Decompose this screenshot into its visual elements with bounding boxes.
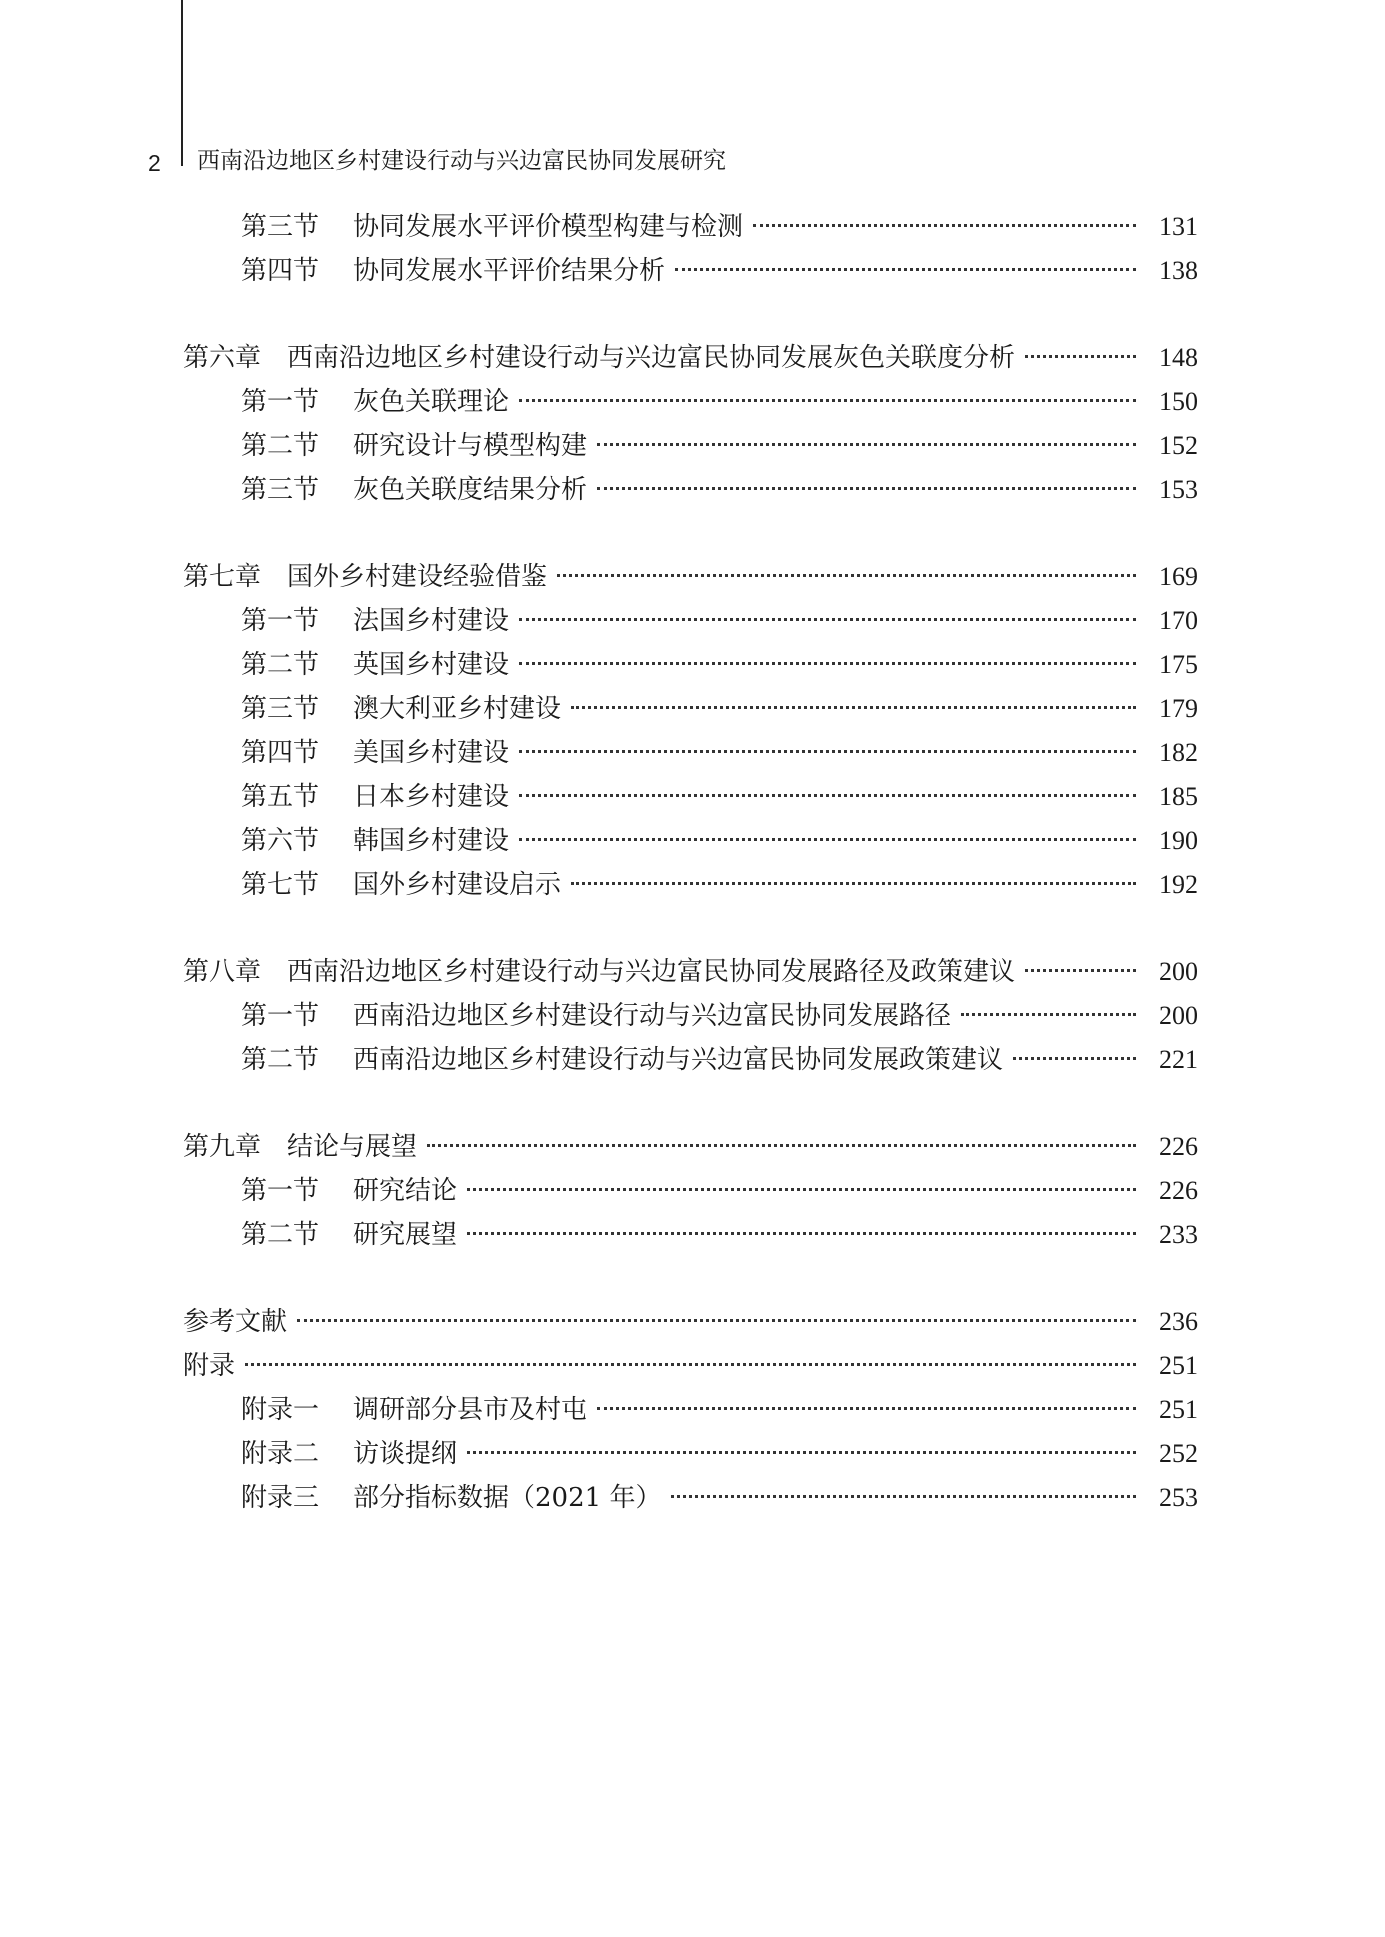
toc-page-number: 233 bbox=[1159, 1220, 1198, 1249]
toc-entry-number: 第一节 bbox=[241, 1176, 320, 1206]
dot-leader bbox=[597, 1407, 1136, 1410]
toc-entry-title: 访谈提纲 bbox=[353, 1439, 458, 1469]
toc-entry-title: 部分指标数据（2021 年） bbox=[353, 1483, 662, 1513]
dot-leader bbox=[467, 1232, 1136, 1235]
toc-page-number: 252 bbox=[1159, 1439, 1198, 1468]
dot-leader bbox=[671, 1495, 1136, 1498]
toc-group bbox=[183, 1125, 1198, 1257]
toc-section-entry[interactable] bbox=[183, 775, 1198, 819]
toc-entry-title: 澳大利亚乡村建设 bbox=[353, 694, 562, 724]
toc-entry-title: 灰色关联度结果分析 bbox=[353, 475, 588, 505]
toc-entry-number: 第二节 bbox=[241, 1220, 320, 1250]
toc-page-number: 236 bbox=[1159, 1307, 1198, 1336]
toc-page-number: 190 bbox=[1159, 826, 1198, 855]
toc-chapter-entry[interactable] bbox=[183, 1300, 1198, 1344]
dot-leader bbox=[597, 443, 1136, 446]
toc-entry-title: 日本乡村建设 bbox=[353, 782, 510, 812]
toc-entry-title: 协同发展水平评价结果分析 bbox=[353, 256, 666, 286]
toc-section-entry[interactable] bbox=[183, 731, 1198, 775]
toc-chapter-entry[interactable] bbox=[183, 1125, 1198, 1169]
dot-leader bbox=[519, 662, 1136, 665]
toc-entry-number: 第三节 bbox=[241, 694, 320, 724]
toc-entry-number: 第三节 bbox=[241, 212, 320, 242]
toc-entry-title: 西南沿边地区乡村建设行动与兴边富民协同发展政策建议 bbox=[353, 1045, 1004, 1075]
toc-page-number: 226 bbox=[1159, 1132, 1198, 1161]
dot-leader bbox=[519, 794, 1136, 797]
toc-entry-number: 第一节 bbox=[241, 387, 320, 417]
toc-entry-title: 西南沿边地区乡村建设行动与兴边富民协同发展灰色关联度分析 bbox=[287, 343, 1016, 373]
toc-group bbox=[183, 336, 1198, 512]
toc-section-entry[interactable] bbox=[183, 599, 1198, 643]
toc-section-entry[interactable] bbox=[183, 819, 1198, 863]
toc-page-number: 200 bbox=[1159, 957, 1198, 986]
toc-page-number: 182 bbox=[1159, 738, 1198, 767]
toc-entry-title: 研究结论 bbox=[353, 1176, 458, 1206]
toc-entry-number: 第六章 bbox=[183, 343, 262, 373]
toc-page-number: 192 bbox=[1159, 870, 1198, 899]
toc-section-entry[interactable] bbox=[183, 205, 1198, 249]
toc-page-number: 221 bbox=[1159, 1045, 1198, 1074]
toc-section-entry[interactable] bbox=[183, 994, 1198, 1038]
dot-leader bbox=[519, 838, 1136, 841]
dot-leader bbox=[427, 1144, 1136, 1147]
toc-section-entry[interactable] bbox=[183, 687, 1198, 731]
toc-section-entry[interactable] bbox=[183, 424, 1198, 468]
toc-entry-number: 第一节 bbox=[241, 1001, 320, 1031]
toc-entry-title: 协同发展水平评价模型构建与检测 bbox=[353, 212, 744, 242]
toc-entry-number: 第七章 bbox=[183, 562, 262, 592]
dot-leader bbox=[245, 1363, 1136, 1366]
toc-section-entry[interactable] bbox=[183, 1388, 1198, 1432]
dot-leader bbox=[519, 399, 1136, 402]
toc-entry-title: 国外乡村建设经验借鉴 bbox=[287, 562, 548, 592]
toc-group bbox=[183, 950, 1198, 1082]
toc-entry-number: 第三节 bbox=[241, 475, 320, 505]
toc-entry-number: 第二节 bbox=[241, 431, 320, 461]
toc-section-entry[interactable] bbox=[183, 380, 1198, 424]
toc-section-entry[interactable] bbox=[183, 1432, 1198, 1476]
dot-leader bbox=[571, 706, 1136, 709]
toc-page-number: 175 bbox=[1159, 650, 1198, 679]
dot-leader bbox=[1025, 355, 1136, 358]
dot-leader bbox=[961, 1013, 1136, 1016]
toc-entry-title: 英国乡村建设 bbox=[353, 650, 510, 680]
toc-entry-title: 研究设计与模型构建 bbox=[353, 431, 588, 461]
toc-page-number: 185 bbox=[1159, 782, 1198, 811]
toc-chapter-entry[interactable] bbox=[183, 1344, 1198, 1388]
toc-page-number: 131 bbox=[1159, 212, 1198, 241]
toc-section-entry[interactable] bbox=[183, 643, 1198, 687]
toc-page-number: 169 bbox=[1159, 562, 1198, 591]
toc-entry-number: 第四节 bbox=[241, 738, 320, 768]
toc-group bbox=[183, 555, 1198, 907]
running-header: 西南沿边地区乡村建设行动与兴边富民协同发展研究 bbox=[197, 148, 726, 174]
toc-entry-title: 西南沿边地区乡村建设行动与兴边富民协同发展路径及政策建议 bbox=[287, 957, 1016, 987]
toc-page-number: 200 bbox=[1159, 1001, 1198, 1030]
toc-section-entry[interactable] bbox=[183, 1213, 1198, 1257]
toc-page-number: 170 bbox=[1159, 606, 1198, 635]
toc-section-entry[interactable] bbox=[183, 468, 1198, 512]
toc-entry-title: 调研部分县市及村屯 bbox=[353, 1395, 588, 1425]
toc-section-entry[interactable] bbox=[183, 1476, 1198, 1520]
toc-entry-number: 附录一 bbox=[241, 1395, 320, 1425]
toc-section-entry[interactable] bbox=[183, 249, 1198, 293]
dot-leader bbox=[597, 487, 1136, 490]
toc-page-number: 138 bbox=[1159, 256, 1198, 285]
toc-entry-title: 法国乡村建设 bbox=[353, 606, 510, 636]
toc-entry-number: 附录 bbox=[183, 1351, 236, 1381]
dot-leader bbox=[519, 750, 1136, 753]
toc-page-number: 152 bbox=[1159, 431, 1198, 460]
toc-page-number: 179 bbox=[1159, 694, 1198, 723]
toc-section-entry[interactable] bbox=[183, 863, 1198, 907]
toc-entry-title: 韩国乡村建设 bbox=[353, 826, 510, 856]
toc-entry-title: 灰色关联理论 bbox=[353, 387, 510, 417]
toc-entry-number: 附录二 bbox=[241, 1439, 320, 1469]
table-of-contents bbox=[183, 205, 1198, 1563]
toc-group bbox=[183, 1300, 1198, 1520]
toc-entry-number: 第七节 bbox=[241, 870, 320, 900]
dot-leader bbox=[1025, 969, 1136, 972]
dot-leader bbox=[571, 882, 1136, 885]
page-number: 2 bbox=[148, 150, 161, 176]
dot-leader bbox=[519, 618, 1136, 621]
toc-entry-number: 参考文献 bbox=[183, 1307, 288, 1337]
toc-chapter-entry[interactable] bbox=[183, 336, 1198, 380]
toc-entry-number: 附录三 bbox=[241, 1483, 320, 1513]
toc-chapter-entry[interactable] bbox=[183, 950, 1198, 994]
toc-chapter-entry[interactable] bbox=[183, 555, 1198, 599]
toc-page-number: 150 bbox=[1159, 387, 1198, 416]
toc-page-number: 251 bbox=[1159, 1395, 1198, 1424]
toc-entry-title: 美国乡村建设 bbox=[353, 738, 510, 768]
toc-entry-title: 研究展望 bbox=[353, 1220, 458, 1250]
toc-entry-number: 第八章 bbox=[183, 957, 262, 987]
toc-entry-number: 第四节 bbox=[241, 256, 320, 286]
toc-entry-number: 第二节 bbox=[241, 1045, 320, 1075]
dot-leader bbox=[467, 1451, 1136, 1454]
toc-entry-title: 西南沿边地区乡村建设行动与兴边富民协同发展路径 bbox=[353, 1001, 952, 1031]
toc-section-entry[interactable] bbox=[183, 1169, 1198, 1213]
toc-page-number: 251 bbox=[1159, 1351, 1198, 1380]
toc-page-number: 153 bbox=[1159, 475, 1198, 504]
toc-entry-number: 第六节 bbox=[241, 826, 320, 856]
toc-entry-number: 第一节 bbox=[241, 606, 320, 636]
dot-leader bbox=[297, 1319, 1136, 1322]
toc-entry-title: 结论与展望 bbox=[287, 1132, 418, 1162]
toc-page-number: 253 bbox=[1159, 1483, 1198, 1512]
toc-entry-number: 第九章 bbox=[183, 1132, 262, 1162]
dot-leader bbox=[753, 224, 1136, 227]
toc-page-number: 226 bbox=[1159, 1176, 1198, 1205]
dot-leader bbox=[1013, 1057, 1136, 1060]
toc-entry-title: 国外乡村建设启示 bbox=[353, 870, 562, 900]
toc-entry-number: 第五节 bbox=[241, 782, 320, 812]
dot-leader bbox=[557, 574, 1136, 577]
toc-page-number: 148 bbox=[1159, 343, 1198, 372]
dot-leader bbox=[467, 1188, 1136, 1191]
toc-section-entry[interactable] bbox=[183, 1038, 1198, 1082]
gutter-line bbox=[181, 0, 183, 166]
dot-leader bbox=[675, 268, 1136, 271]
toc-entry-number: 第二节 bbox=[241, 650, 320, 680]
toc-group bbox=[183, 205, 1198, 293]
